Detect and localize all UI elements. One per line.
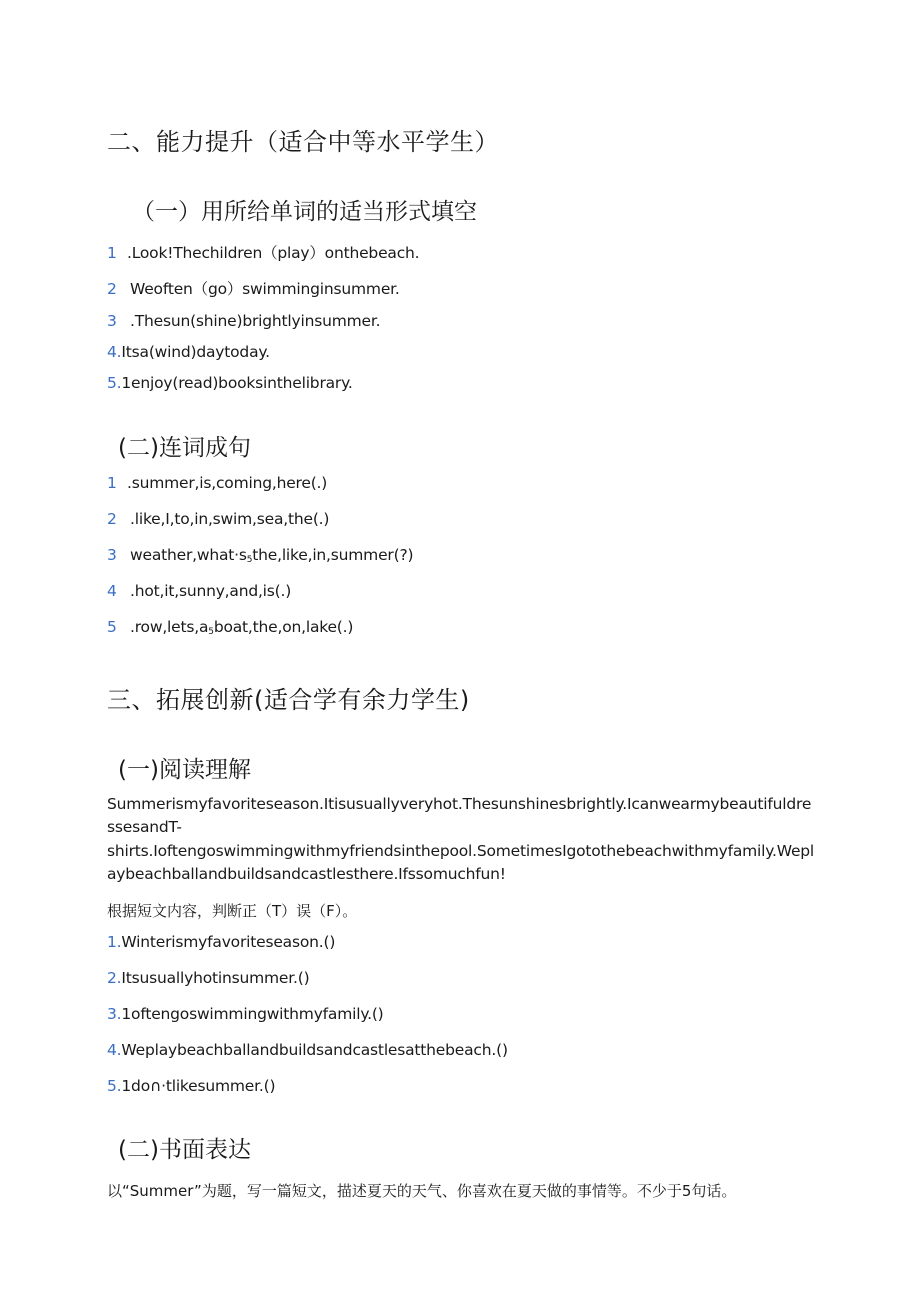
reading-instruction: 根据短文内容，判断正（T）误（F）。 <box>107 902 358 920</box>
item-number: 1 <box>107 474 117 492</box>
tf-item-1 <box>107 933 335 951</box>
sentence-item-2 <box>107 510 329 528</box>
item-text: Itsusuallyhotinsummer.() <box>121 969 310 987</box>
item-number: 2. <box>107 969 122 987</box>
item-number: 4. <box>107 343 122 361</box>
item-text-b: boat,the,on,lake(.) <box>213 618 354 636</box>
item-text: 1oftengoswimmingwithmyfamily.() <box>121 1005 384 1023</box>
passage-line-4: aybeachballandbuildsandcastlesthere.Ifssomuchfun! <box>107 865 506 883</box>
passage-line-2: ssesandT- <box>107 818 182 836</box>
section-2-title: 二、能力提升（适合中等水平学生） <box>107 128 499 156</box>
sentence-item-4 <box>107 582 291 600</box>
item-number: 5. <box>107 1077 122 1095</box>
sentence-item-1 <box>107 474 327 492</box>
writing-instruction: 以“Summer”为题，写一篇短文，描述夏天的天气、你喜欢在夏天做的事情等。不少于5句话。 <box>107 1182 737 1200</box>
fill-item-3 <box>107 312 380 330</box>
item-number: 4 <box>107 582 117 600</box>
sentence-item-5 <box>107 618 353 637</box>
item-text: .hot,it,sunny,and,is(.) <box>130 582 292 600</box>
fill-item-4 <box>107 343 270 361</box>
part-1-title: （一）用所给单词的适当形式填空 <box>132 199 477 225</box>
section-3-title: 三、拓展创新(适合学有余力学生) <box>107 686 470 714</box>
item-number: 2 <box>107 510 117 528</box>
item-number: 4. <box>107 1041 122 1059</box>
item-number: 5 <box>107 618 117 636</box>
item-text: 1enjoy(read)booksinthelibrary. <box>121 374 353 392</box>
fill-item-5 <box>107 374 353 392</box>
item-subscript: 5 <box>246 555 253 565</box>
item-number: 3 <box>107 312 117 330</box>
item-text: Winterismyfavoriteseason.() <box>121 933 336 951</box>
item-text: 1do∩·tlikesummer.() <box>121 1077 276 1095</box>
item-text-b: the,like,in,summer(?) <box>252 546 414 564</box>
item-text: .Thesun(shine)brightlyinsummer. <box>130 312 381 330</box>
item-number: 1. <box>107 933 122 951</box>
tf-item-5 <box>107 1077 275 1095</box>
writing-title: (二)书面表达 <box>118 1137 251 1163</box>
item-number: 5. <box>107 374 122 392</box>
tf-item-4 <box>107 1041 508 1059</box>
item-number: 1 <box>107 244 117 262</box>
item-number: 3. <box>107 1005 122 1023</box>
item-text-a: weather,what·s <box>130 546 247 564</box>
passage-line-1: Summerismyfavoriteseason.Itisusuallyveryhot.Thesunshinesbrightly.Icanwearmybeautifuldre <box>107 795 812 813</box>
item-text: Weoften（go）swimminginsummer. <box>130 280 400 298</box>
item-text: .like,I,to,in,swim,sea,the(.) <box>130 510 330 528</box>
item-number: 2 <box>107 280 117 298</box>
item-text: Itsa(wind)daytoday. <box>121 343 270 361</box>
item-text-a: .row,lets,a <box>130 618 209 636</box>
sentence-item-3 <box>107 546 413 565</box>
fill-item-1 <box>107 241 419 263</box>
reading-title: (一)阅读理解 <box>118 757 251 783</box>
fill-item-2 <box>107 277 400 299</box>
item-text: .summer,is,coming,here(.) <box>127 474 328 492</box>
passage-line-3: shirts.Ioftengoswimmingwithmyfriendsinthepool.SometimesIgotothebeachwithmyfamily.Wepl <box>107 842 815 860</box>
item-number: 3 <box>107 546 117 564</box>
part-2-title: (二)连词成句 <box>118 435 251 461</box>
item-text: Weplaybeachballandbuildsandcastlesatthebeach.() <box>121 1041 508 1059</box>
tf-item-3 <box>107 1005 384 1023</box>
item-subscript: 5 <box>208 627 214 637</box>
item-text: .Look!Thechildren（play）onthebeach. <box>127 244 420 262</box>
tf-item-2 <box>107 969 309 987</box>
